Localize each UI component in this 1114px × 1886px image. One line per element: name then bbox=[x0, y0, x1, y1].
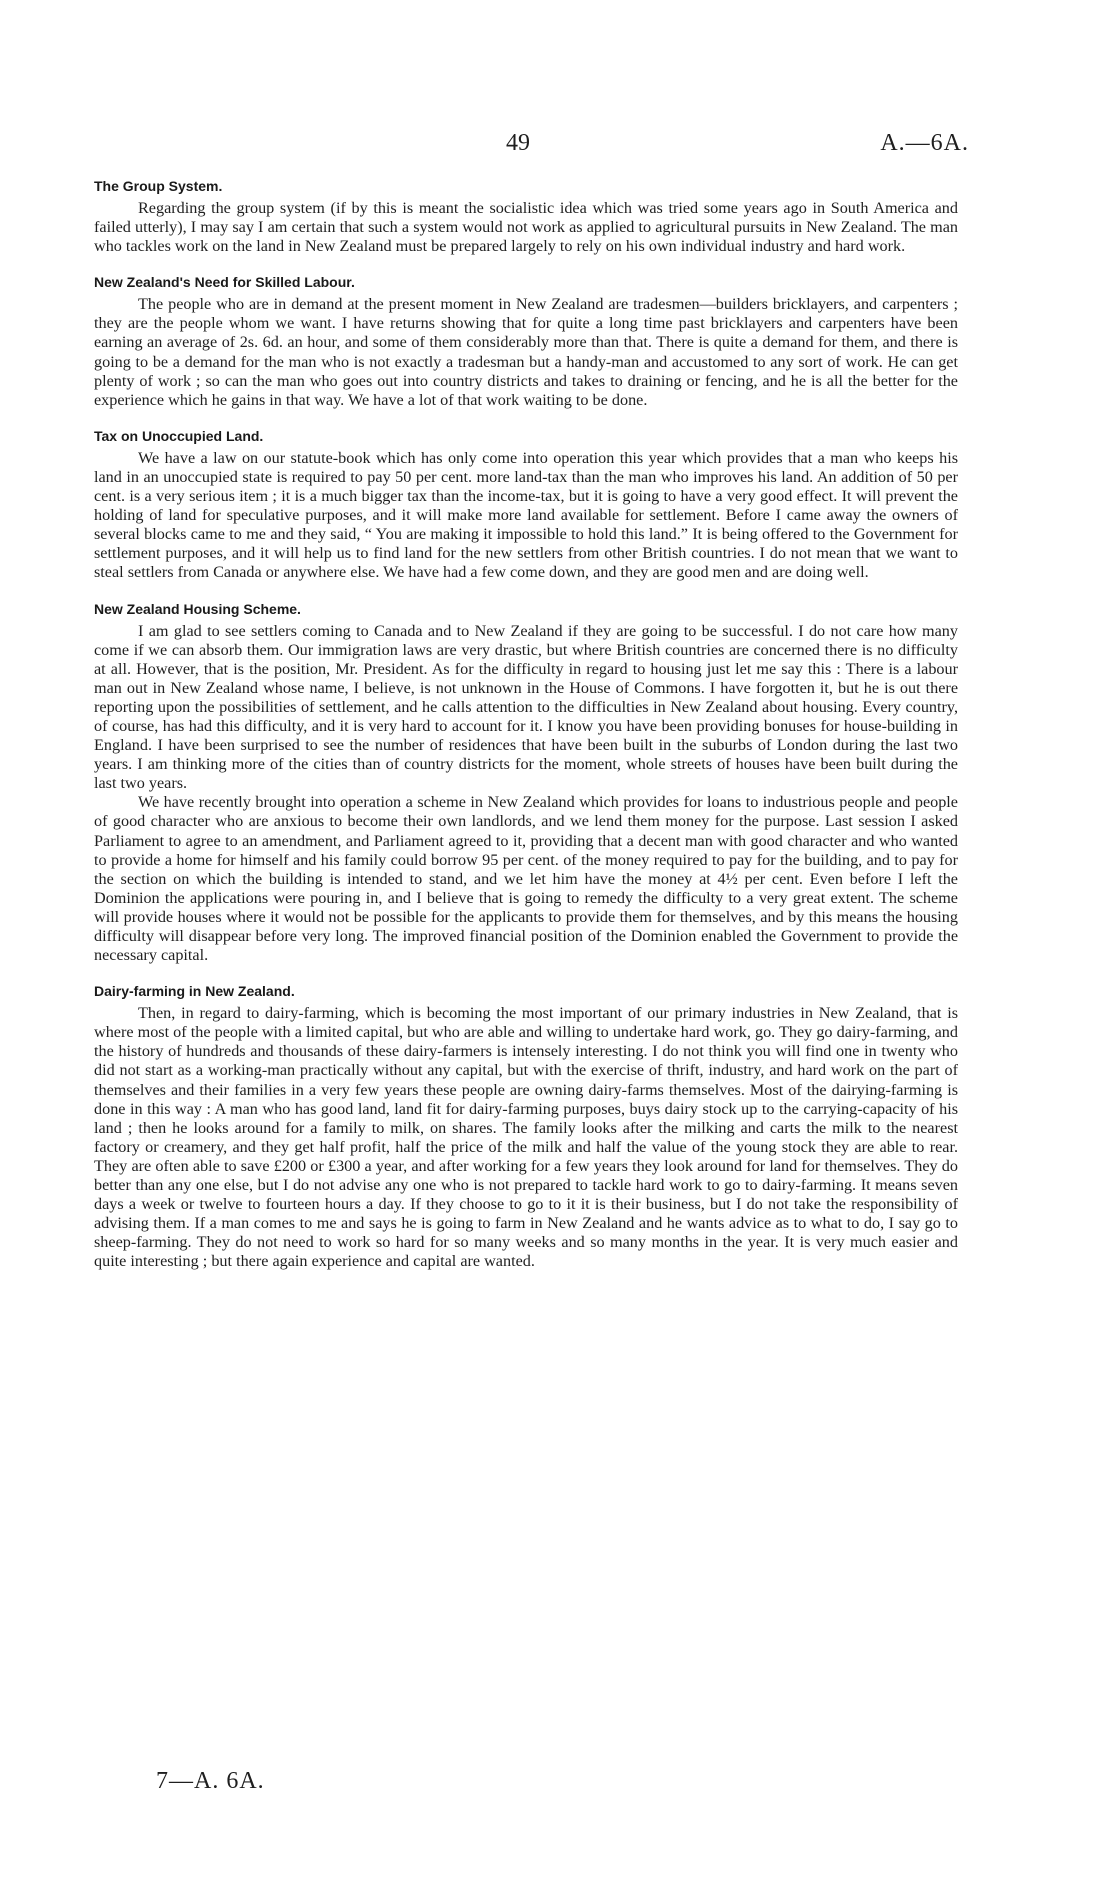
paragraph: I am glad to see settlers coming to Canada and to New Zealand if they are going to be successful. I do not care how many come if we can absorb them. Our immigration laws are very drastic, but where British countries are concerned there is no difficulty at all. However, that is the position, Mr. President. As for the difficulty in regard to housing just let me say this : There is a labour man out in New Zealand whose name, I believe, is not unknown in the House of Commons. I have forgotten it, but he is out there reporting upon the possibilities of settlement, and he calls attention to the difficulties in New Zealand about housing. Every country, of course, has had this difficulty, and it is very hard to account for it. I know you have been providing bonuses for house-building in England. I have been surprised to see the number of residences that have been built in the suburbs of London during the last two years. I am thinking more of the cities than of country districts for the moment, whole streets of houses have been built during the last two years. bbox=[94, 621, 958, 793]
section-heading: Dairy-farming in New Zealand. bbox=[94, 983, 295, 1000]
document-body bbox=[94, 178, 958, 1290]
paragraph: Then, in regard to dairy-farming, which is becoming the most important of our primary industries in New Zealand, that is where most of the people with a limited capital, but who are able and willing to undertake hard work, go. They go dairy-farming, and the history of hundreds and thousands of these dairy-farmers is intensely interesting. I do not think you will find one in twenty who did not start as a working-man practically without any capital, but with the exercise of thrift, industry, and hard work on the part of themselves and their families in a very few years these people are owning dairy-farms themselves. Most of the dairying-farming is done in this way : A man who has good land, land fit for dairy-farming purposes, buys dairy stock up to the carrying-capacity of his land ; then he looks around for a family to milk, on shares. The family looks after the milking and carts the milk to the nearest factory or creamery, and they get half profit, half the price of the milk and half the value of the young stock they are able to rear. They are often able to save £200 or £300 a year, and after working for a few years they look around for land for themselves. They do better than any one else, but I do not advise any one who is not prepared to tackle hard work to go to dairy-farming. It means seven days a week or twelve to fourteen hours a day. If they choose to go to it it is their business, but I do not take the responsibility of advising them. If a man comes to me and says he is going to farm in New Zealand and he wants advice as to what to do, I say go to sheep-farming. They do not need to work so hard for so many weeks and so many months in the year. It is very much easier and quite interesting ; but there again experience and capital are wanted. bbox=[94, 1004, 958, 1271]
document-reference: A.—6A. bbox=[880, 130, 969, 156]
section-heading: The Group System. bbox=[94, 178, 223, 194]
paragraph: Regarding the group system (if by this is meant the socialistic idea which was tried some years ago in South America and failed utterly), I may say I am certain that such a system would not work as applied to agricultural pursuits in New Zealand. The man who tackles work on the land in New Zealand must be prepared largely to rely on his own individual industry and hard work. bbox=[94, 199, 958, 256]
printer-signature-mark: 7—A. 6A. bbox=[156, 1768, 265, 1794]
paragraph: The people who are in demand at the present moment in New Zealand are tradesmen—builders bricklayers, and carpenters ; they are the people whom we want. I have returns showing that for quite a long time past bricklayers and carpenters have been earning an average of 2s. 6d. an hour, and some of them considerably more than that. There is quite a demand for them, and there is going to be a demand for the man who is not exactly a tradesman but a handy-man and accustomed to any sort of work. He can get plenty of work ; so can the man who goes out into country districts and takes to draining or fencing, and he is all the better for the experience which he gains in that way. We have a lot of that work waiting to be done. bbox=[94, 295, 958, 409]
section-group-system bbox=[94, 178, 958, 256]
page-number: 49 bbox=[506, 130, 530, 156]
paragraph: We have recently brought into operation a scheme in New Zealand which provides for loans to industrious people and people of good character who are anxious to become their own landlords, and we lend them money for the purpose. Last session I asked Parliament to agree to an amendment, and Parliament agreed to it, providing that a decent man with good character and who wanted to provide a home for himself and his family could borrow 95 per cent. of the money required to pay for the building, and to pay for the section on which the building is intended to stand, and we let him have the money at 4½ per cent. Even before I left the Dominion the applications were pouring in, and I believe that is going to remedy the difficulty to a very great extent. The scheme will provide houses where it would not be possible for the applicants to provide them for themselves, and by this means the housing difficulty will disappear before very long. The improved financial position of the Dominion enabled the Government to provide the necessary capital. bbox=[94, 793, 958, 965]
section-housing-scheme bbox=[94, 601, 958, 966]
paragraph: We have a law on our statute-book which has only come into operation this year which provides that a man who keeps his land in an unoccupied state is required to pay 50 per cent. more land-tax than the man who improves his land. An addition of 50 per cent. is a very serious item ; it is a much bigger tax than the income-tax, but it is going to have a very good effect. It will prevent the holding of land for speculative purposes, and it will make more land available for settlement. Before I came away the owners of several blocks came to me and they said, “ You are making it impossible to hold this land.” It is being offered to the Government for settlement purposes, and it will help us to find land for the new settlers from other British countries. I do not mean that we want to steal settlers from Canada or anywhere else. We have had a few come down, and they are good men and are doing well. bbox=[94, 448, 958, 582]
section-heading: New Zealand's Need for Skilled Labour. bbox=[94, 274, 355, 291]
section-tax-unoccupied-land bbox=[94, 428, 958, 583]
section-dairy-farming bbox=[94, 983, 958, 1271]
section-skilled-labour bbox=[94, 274, 958, 410]
section-heading: Tax on Unoccupied Land. bbox=[94, 427, 264, 444]
section-heading: New Zealand Housing Scheme. bbox=[94, 600, 301, 617]
